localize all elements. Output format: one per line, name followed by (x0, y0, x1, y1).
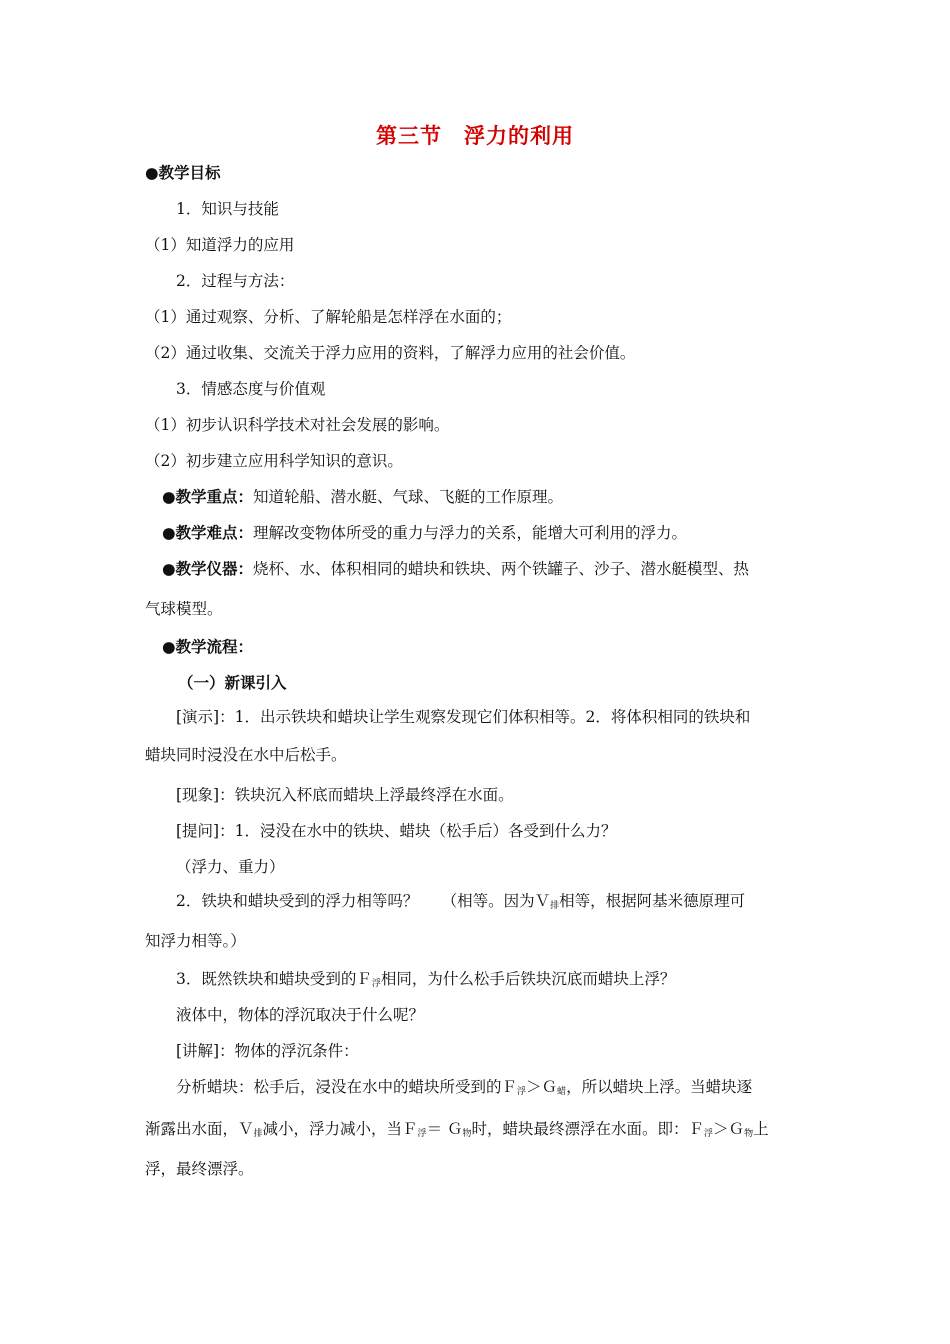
analysis-line-1 (176, 1076, 752, 1103)
difficult-points-text: 理解改变物体所受的重力与浮力的关系，能增大可利用的浮力。 (253, 524, 688, 542)
goal-1-item-1: （1）知道浮力的应用 (145, 236, 295, 254)
instruments-text: 烧杯、水、体积相同的蜡块和铁块、两个铁罐子、沙子、潜水艇模型、热 (253, 560, 750, 578)
subscript: 物 (744, 1129, 754, 1139)
answer-1: （浮力、重力） (176, 858, 285, 876)
key-points (162, 486, 563, 508)
goal-2-item-2: （2）通过收集、交流关于浮力应用的资料，了解浮力应用的社会价值。 (145, 344, 636, 362)
difficult-points (162, 522, 687, 544)
analysis-text: ＞Ｇ (713, 1120, 745, 1138)
subscript: 浮 (517, 1087, 527, 1097)
question-3-text-cont: 相同，为什么松手后铁块沉底而蜡块上浮？ (380, 970, 676, 988)
analysis-line-2 (145, 1118, 769, 1145)
goals-heading: ●教学目标 (145, 164, 221, 182)
subscript: 浮 (417, 1129, 427, 1139)
subscript: 物 (462, 1129, 472, 1139)
question-3-text: 3．既然铁块和蜡块受到的Ｆ (176, 970, 372, 988)
question-2 (176, 890, 745, 917)
subscript: 排 (550, 901, 560, 911)
subscript: 浮 (371, 979, 381, 989)
demo-line-1: [演示]：1．出示铁块和蜡块让学生观察发现它们体积相等。2．将体积相同的铁块和 (176, 708, 751, 726)
analysis-text: 分析蜡块：松手后，浸没在水中的蜡块所受到的Ｆ (176, 1078, 518, 1096)
question-2-cont: 知浮力相等。） (145, 932, 246, 950)
goal-3-item-2: （2）初步建立应用科学知识的意识。 (145, 452, 403, 470)
explanation-heading: [讲解]：物体的浮沉条件： (176, 1042, 359, 1060)
analysis-text: ，所以蜡块上浮。当蜡块逐 (566, 1078, 753, 1096)
page-title: 第三节 浮力的利用 (376, 124, 574, 148)
demo-line-2: 蜡块同时浸没在水中后松手。 (145, 746, 347, 764)
flow-heading: ●教学流程： (162, 638, 254, 656)
phenomenon: [现象]：铁块沉入杯底而蜡块上浮最终浮在水面。 (176, 786, 514, 804)
subscript: 蜡 (557, 1087, 567, 1097)
analysis-line-3: 浮，最终漂浮。 (145, 1160, 254, 1178)
analysis-text: 时，蜡块最终漂浮在水面。即：Ｆ (471, 1120, 705, 1138)
subscript: 浮 (704, 1129, 714, 1139)
analysis-text: 上 (753, 1120, 769, 1138)
intro-heading: （一）新课引入 (178, 674, 287, 692)
goal-3: 3．情感态度与价值观 (176, 380, 326, 398)
difficult-points-label: ●教学难点： (162, 524, 254, 542)
subscript: 排 (253, 1129, 263, 1139)
analysis-text: 减小，浮力减小，当Ｆ (262, 1120, 418, 1138)
question-2-text: 2．铁块和蜡块受到的浮力相等吗？ （相等。因为Ｖ (176, 892, 551, 910)
analysis-text: ＞Ｇ (526, 1078, 558, 1096)
question-1: [提问]：1．浸没在水中的铁块、蜡块（松手后）各受到什么力？ (176, 822, 617, 840)
goal-1: 1．知识与技能 (176, 200, 279, 218)
goal-3-item-1: （1）初步认识科学技术对社会发展的影响。 (145, 416, 450, 434)
goal-2-item-1: （1）通过观察、分析、了解轮船是怎样浮在水面的； (145, 308, 512, 326)
analysis-text: ＝ Ｇ (426, 1120, 463, 1138)
goal-2: 2．过程与方法： (176, 272, 295, 290)
instruments-text-cont: 气球模型。 (145, 600, 223, 618)
instruments-label: ●教学仪器： (162, 560, 254, 578)
key-points-text: 知道轮船、潜水艇、气球、飞艇的工作原理。 (253, 488, 564, 506)
key-points-label: ●教学重点： (162, 488, 254, 506)
question-2-text-cont: 相等，根据阿基米德原理可 (559, 892, 746, 910)
question-4: 液体中，物体的浮沉取决于什么呢？ (176, 1006, 425, 1024)
analysis-text: 渐露出水面，Ｖ (145, 1120, 254, 1138)
instruments (162, 558, 749, 580)
question-3 (176, 968, 675, 995)
